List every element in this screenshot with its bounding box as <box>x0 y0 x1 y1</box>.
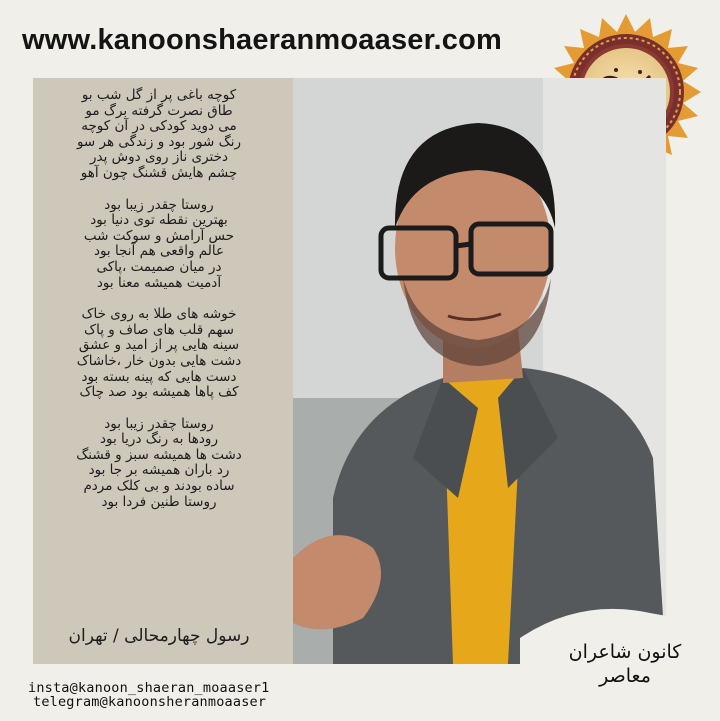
poem-line: روستا چقدر زیبا بود <box>104 415 214 432</box>
poem-line: دشت ها همیشه سبز و قشنگ <box>76 446 242 463</box>
portrait-photo <box>293 78 666 664</box>
poem-line: طاق نصرت گرفته برگ مو <box>85 102 233 119</box>
poem-line: روستا چقدر زیبا بود <box>104 196 214 213</box>
poem-line: روستا طنین فردا بود <box>101 493 217 510</box>
poem-line: دشت هایی بدون خار ،خاشاک <box>76 352 242 369</box>
poem-line: رد باران همیشه بر جا بود <box>88 462 230 479</box>
poem-line: کف پاها همیشه بود صد چاک <box>79 384 239 401</box>
stanza <box>33 198 285 292</box>
stanza <box>33 307 285 401</box>
org-name: کانون شاعران معاصر <box>568 641 682 687</box>
poem-text <box>33 88 285 526</box>
poem-line: دست هایی که پینه بسته بود <box>81 368 237 385</box>
poem-line: خوشه های طلا به روی خاک <box>81 306 237 323</box>
poem-line: بهترین نقطه توی دنیا بود <box>90 212 228 229</box>
poem-line: می دوید کودکی در آن کوچه <box>81 118 237 135</box>
instagram-handle[interactable]: insta@kanoon_shaeran_moaaser1 <box>28 680 270 696</box>
poem-line: چشم هایش قشنگ چون آهو <box>80 164 238 181</box>
poem-author: رسول چهارمحالی / تهران <box>68 626 250 646</box>
poem-line: در میان صمیمت ،پاکی <box>96 258 222 275</box>
poem-line: رنگ شور بود و زندگی هر سو <box>76 133 242 150</box>
poem-line: کوچه باغی پر از گل شب بو <box>81 87 237 103</box>
poem-line: آدمیت همیشه معنا بود <box>96 274 222 291</box>
portrait-illustration <box>293 78 666 664</box>
poem-line: دختری ناز روی دوش پدر <box>90 149 228 166</box>
poem-line: سینه هایی پر از امید و عشق <box>78 337 240 354</box>
stanza <box>33 417 285 511</box>
poem-line: سهم قلب های صاف و پاک <box>84 321 234 338</box>
website-url: www.kanoonshaeranmoaaser.com <box>22 24 502 56</box>
poem-panel <box>33 78 293 664</box>
telegram-handle[interactable]: telegram@kanoonsheranmoaaser <box>33 694 267 710</box>
stanza <box>33 88 285 182</box>
poem-line: حس آرامش و سوکت شب <box>83 227 235 244</box>
poem-line: رودها به رنگ دریا بود <box>100 431 218 448</box>
poem-line: عالم واقعی هم آنجا بود <box>93 243 225 260</box>
poem-line: ساده بودند و بی کلک مردم <box>83 478 235 495</box>
